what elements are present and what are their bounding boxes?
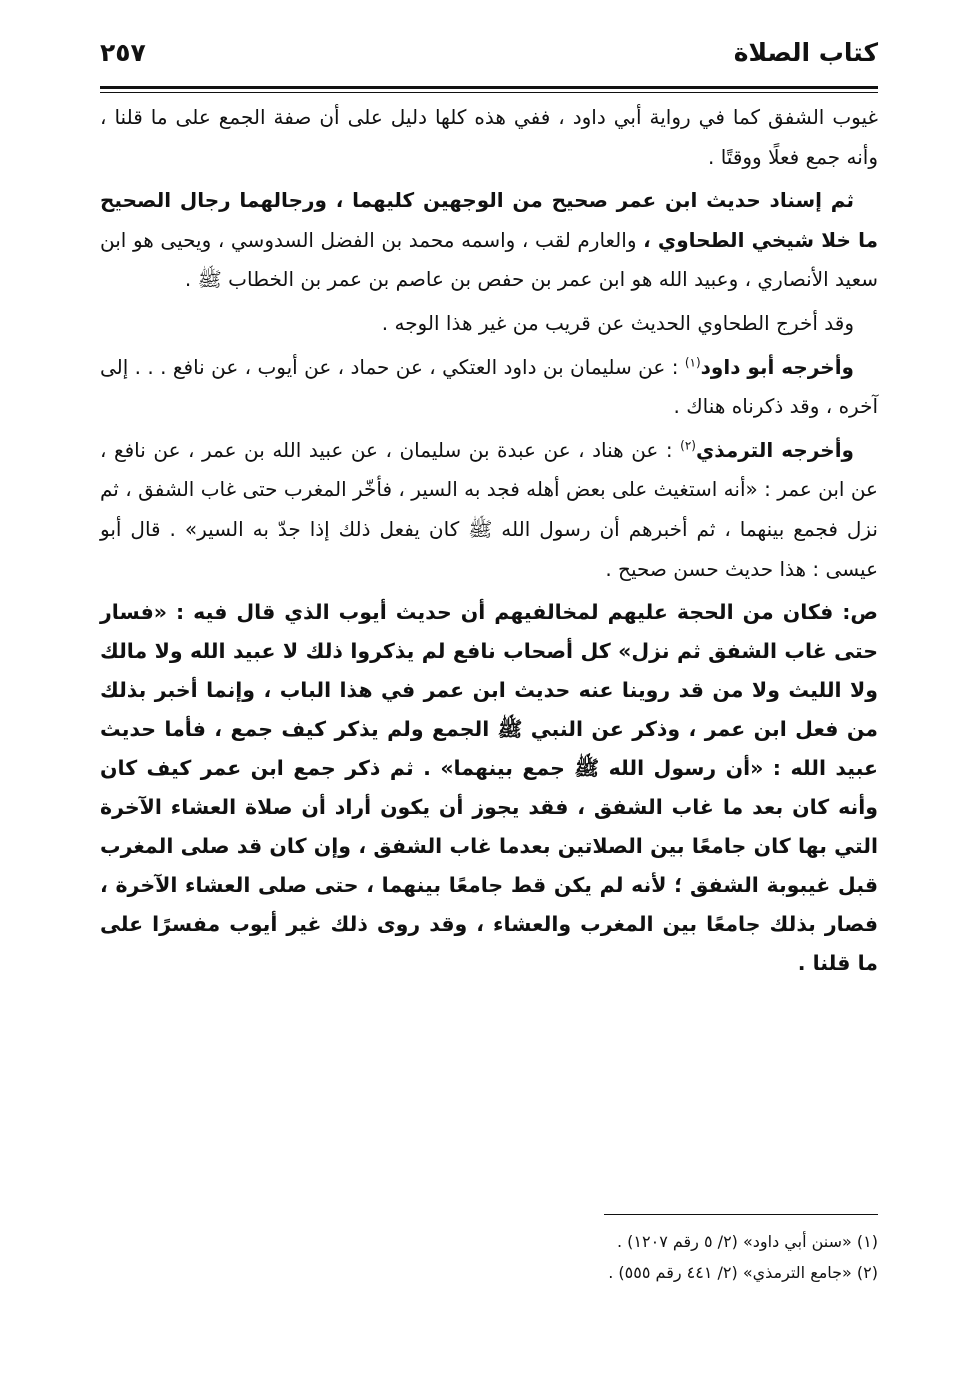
- page-number: ٢٥٧: [100, 38, 146, 67]
- footnote-1: (١) «سنن أبي داود» (٢/ ٥ رقم ١٢٠٧) .: [617, 1232, 878, 1251]
- page-header: [100, 32, 878, 82]
- paragraph-abu-dawud: [100, 348, 878, 427]
- isnad-text: والعارم لقب ، واسمه محمد بن الفضل السدوسي ، ويحيى هو ابن سعيد الأنصاري ، وعبيد الله هو ابن عمر بن حفص بن عاصم بن عمر بن الخطاب ﷺ .: [100, 227, 878, 292]
- page-body: [100, 98, 878, 983]
- footnotes: [100, 1226, 878, 1288]
- footnote-ref-1[interactable]: (١): [684, 354, 701, 369]
- paragraph-tirmidhi: [100, 431, 878, 589]
- tirmidhi-bold-text: وأخرجه الترمذي: [695, 437, 854, 462]
- abu-dawud-bold-text: وأخرجه أبو داود: [700, 354, 854, 379]
- paragraph-commentary: ص: فكان من الحجة عليهم لمخالفيهم أن حديث أيوب الذي قال فيه : «فسار حتى غاب الشفق ثم نزل» كل أصحاب نافع لم يذكروا ذلك لا عبيد الله ولا مالك ولا الليث ولا من قد روينا عنه حديث ابن عمر في هذا الباب ، وإنما أخبر بذلك من فعل ابن عمر ، وذكر عن النبي ﷺ الجمع ولم يذكر كيف جمع ، فأما حديث عبيد الله : «أن رسول الله ﷺ جمع بينهما» . ثم ذكر جمع ابن عمر كيف كان وأنه كان بعد ما غاب الشفق ، فقد يجوز أن يكون أراد أن صلاة العشاء الآخرة التي بها كان جامعًا بين الصلاتين بعدما غاب الشفق ، وإن كان قد صلى المغرب قبل غيبوبة الشفق ؛ لأنه لم يكن قط جامعًا بينهما ، حتى صلى العشاء الآخرة ، فصار بذلك جامعًا بين المغرب والعشاء ، وقد روى ذلك غير أيوب مفسرًا على ما قلنا .: [100, 600, 878, 976]
- tirmidhi-text: : عن هناد ، عن عبدة بن سليمان ، عن عبيد الله بن عمر ، عن نافع ، عن ابن عمر : «أنه استغيث على بعض أهله فجد به السير ، فأخّر المغرب حتى غاب الشفق ، ثم نزل فجمع بينهما ، ثم أخبرهم أن رسول الله ﷺ كان يفعل ذلك إذا جدّ به السير» . قال أبو عيسى : هذا حديث حسن صحيح .: [100, 437, 878, 581]
- book-title: كتاب الصلاة: [733, 38, 878, 67]
- header-rule: [100, 86, 878, 89]
- footnote-2: (٢) «جامع الترمذي» (٢/ ٤٤١ رقم ٥٥٥) .: [608, 1263, 878, 1282]
- paragraph-isnad: [100, 181, 878, 300]
- footnote-rule: [604, 1214, 878, 1215]
- abu-dawud-text: : عن سليمان بن داود العتكي ، عن حماد ، عن أيوب ، عن نافع . . . إلى آخره ، وقد ذكرناه هناك .: [100, 354, 878, 419]
- paragraph-tahawi-note: [100, 304, 878, 344]
- tahawi-note-text: وقد أخرج الطحاوي الحديث عن قريب من غير هذا الوجه .: [381, 310, 854, 335]
- footnote-ref-2[interactable]: (٢): [680, 438, 696, 453]
- paragraph-continuation: غيوب الشفق كما في رواية أبي داود ، ففي هذه كلها دليل على أن صفة الجمع على ما قلنا ، وأنه جمع فعلًا ووقتًا .: [100, 105, 878, 169]
- isnad-bold-text: ثم إسناد حديث ابن عمر صحيح من الوجهين كليهما ، ورجالهما رجال الصحيح ما خلا شيخي الطحاوي ،: [100, 188, 878, 252]
